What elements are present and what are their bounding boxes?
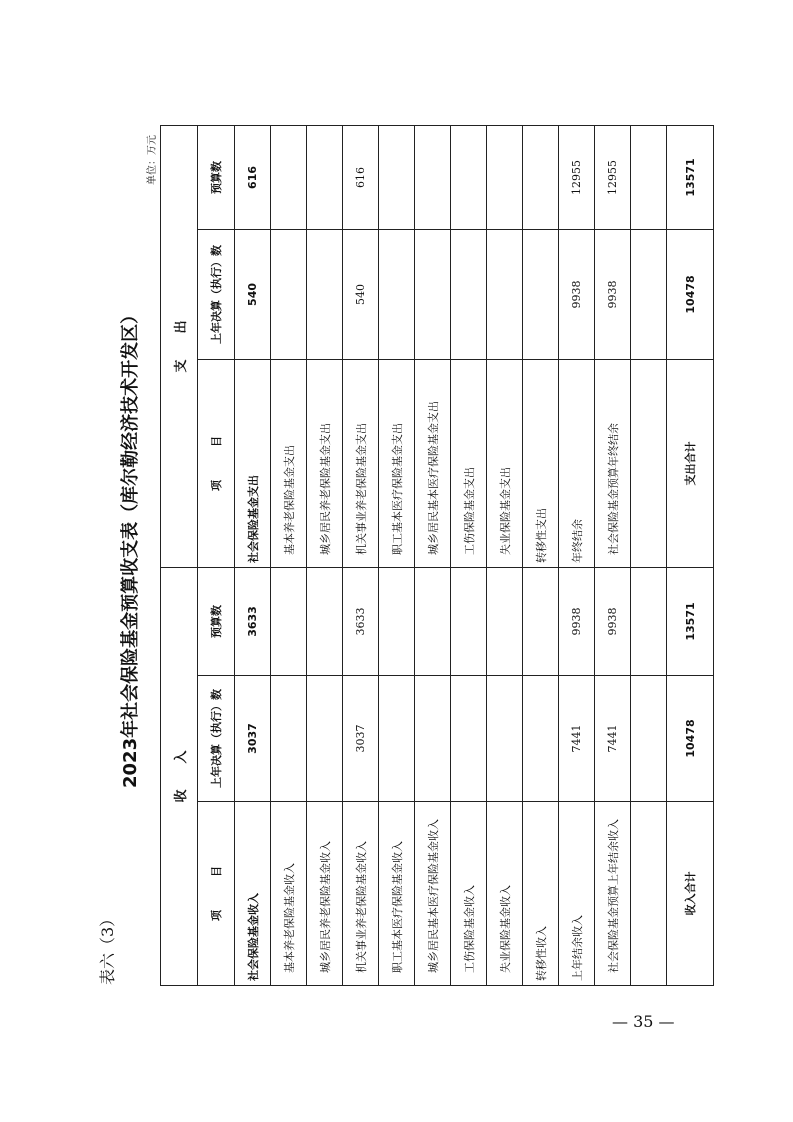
expense-budget-cell — [379, 125, 415, 229]
income-item-col-header: 项 目 — [198, 802, 235, 986]
income-budget-cell: 3633 — [235, 567, 271, 675]
table-row — [631, 125, 667, 985]
income-last-year-cell: 3037 — [235, 676, 271, 802]
expense-item-cell: 基本养老保险基金支出 — [271, 359, 307, 567]
budget-table — [160, 125, 714, 986]
table-row — [487, 125, 523, 985]
expense-last-year-cell — [271, 229, 307, 359]
unit-label: 单位：万元 — [147, 135, 158, 185]
expense-last-year-cell — [451, 229, 487, 359]
expense-last-year-cell — [523, 229, 559, 359]
expense-last-year-cell — [379, 229, 415, 359]
expense-budget-col-header: 预算数 — [198, 125, 235, 229]
expense-item-cell: 城乡居民基本医疗保险基金支出 — [415, 359, 451, 567]
income-header: 收 入 — [161, 567, 198, 985]
table-row — [415, 125, 451, 985]
expense-item-cell: 年终结余 — [559, 359, 595, 567]
income-budget-cell — [379, 567, 415, 675]
income-budget-cell — [451, 567, 487, 675]
expense-item-col-header: 项 目 — [198, 359, 235, 567]
expense-budget-cell — [523, 125, 559, 229]
income-budget-cell — [487, 567, 523, 675]
expense-item-cell: 机关事业养老保险基金支出 — [343, 359, 379, 567]
table-body — [235, 125, 714, 985]
income-item-cell: 上年结余收入 — [559, 802, 595, 986]
income-total-last-year: 10478 — [667, 676, 714, 802]
income-budget-cell: 9938 — [559, 567, 595, 675]
income-last-year-cell — [487, 676, 523, 802]
table-row — [343, 125, 379, 985]
expense-last-year-cell — [415, 229, 451, 359]
expense-item-cell: 工伤保险基金支出 — [451, 359, 487, 567]
income-budget-col-header: 预算数 — [198, 567, 235, 675]
expense-budget-cell — [415, 125, 451, 229]
expense-last-year-cell: 540 — [235, 229, 271, 359]
income-last-year-cell — [451, 676, 487, 802]
expense-last-year-cell — [487, 229, 523, 359]
expense-last-year-cell — [631, 229, 667, 359]
expense-header: 支 出 — [161, 125, 198, 567]
expense-item-cell — [631, 359, 667, 567]
expense-last-year-cell: 9938 — [559, 229, 595, 359]
expense-item-cell: 社会保险基金预算年终结余 — [595, 359, 631, 567]
expense-total-last-year: 10478 — [667, 229, 714, 359]
income-item-cell: 社会保险基金收入 — [235, 802, 271, 986]
expense-budget-cell — [271, 125, 307, 229]
income-last-year-cell — [631, 676, 667, 802]
income-total-label: 收入合计 — [667, 802, 714, 986]
income-item-cell: 基本养老保险基金收入 — [271, 802, 307, 986]
income-last-year-cell — [379, 676, 415, 802]
income-budget-cell: 3633 — [343, 567, 379, 675]
expense-budget-cell — [487, 125, 523, 229]
income-budget-cell — [307, 567, 343, 675]
expense-budget-cell — [451, 125, 487, 229]
expense-last-year-cell — [307, 229, 343, 359]
income-total-budget: 13571 — [667, 567, 714, 675]
income-last-year-col-header: 上年决算（执行）数 — [198, 676, 235, 802]
expense-budget-cell — [631, 125, 667, 229]
expense-item-cell: 转移性支出 — [523, 359, 559, 567]
table-row — [235, 125, 271, 985]
expense-item-cell: 失业保险基金支出 — [487, 359, 523, 567]
income-last-year-cell — [523, 676, 559, 802]
expense-last-year-cell: 540 — [343, 229, 379, 359]
expense-budget-cell: 616 — [343, 125, 379, 229]
income-budget-cell — [631, 567, 667, 675]
page-title: 2023年社会保险基金预算收支表（库尔勒经济技术开发区） — [120, 305, 141, 788]
expense-budget-cell — [307, 125, 343, 229]
table-row — [307, 125, 343, 985]
income-last-year-cell: 3037 — [343, 676, 379, 802]
table-row — [451, 125, 487, 985]
income-budget-cell — [415, 567, 451, 675]
expense-item-cell: 职工基本医疗保险基金支出 — [379, 359, 415, 567]
income-item-cell: 机关事业养老保险基金收入 — [343, 802, 379, 986]
income-last-year-cell — [307, 676, 343, 802]
table-row — [379, 125, 415, 985]
income-budget-cell: 9938 — [595, 567, 631, 675]
page-number: — 35 — — [612, 1012, 675, 1031]
budget-table-frame — [160, 126, 697, 986]
income-item-cell: 社会保险基金预算上年结余收入 — [595, 802, 631, 986]
income-last-year-cell: 7441 — [559, 676, 595, 802]
income-item-cell: 城乡居民基本医疗保险基金收入 — [415, 802, 451, 986]
expense-budget-cell: 616 — [235, 125, 271, 229]
table-label: 表六（3） — [98, 910, 117, 985]
total-row — [667, 125, 714, 985]
income-last-year-cell — [271, 676, 307, 802]
table-row — [523, 125, 559, 985]
income-last-year-cell — [415, 676, 451, 802]
table-row — [271, 125, 307, 985]
expense-total-label: 支出合计 — [667, 359, 714, 567]
income-item-cell: 城乡居民养老保险基金收入 — [307, 802, 343, 986]
expense-budget-cell: 12955 — [559, 125, 595, 229]
expense-item-cell: 城乡居民养老保险基金支出 — [307, 359, 343, 567]
table-row — [559, 125, 595, 985]
table-row — [595, 125, 631, 985]
income-item-cell — [631, 802, 667, 986]
expense-item-cell: 社会保险基金支出 — [235, 359, 271, 567]
income-item-cell: 失业保险基金收入 — [487, 802, 523, 986]
income-budget-cell — [523, 567, 559, 675]
expense-budget-cell: 12955 — [595, 125, 631, 229]
expense-total-budget: 13571 — [667, 125, 714, 229]
income-last-year-cell: 7441 — [595, 676, 631, 802]
income-item-cell: 职工基本医疗保险基金收入 — [379, 802, 415, 986]
expense-last-year-cell: 9938 — [595, 229, 631, 359]
income-budget-cell — [271, 567, 307, 675]
income-item-cell: 转移性收入 — [523, 802, 559, 986]
expense-last-year-col-header: 上年决算（执行）数 — [198, 229, 235, 359]
income-item-cell: 工伤保险基金收入 — [451, 802, 487, 986]
